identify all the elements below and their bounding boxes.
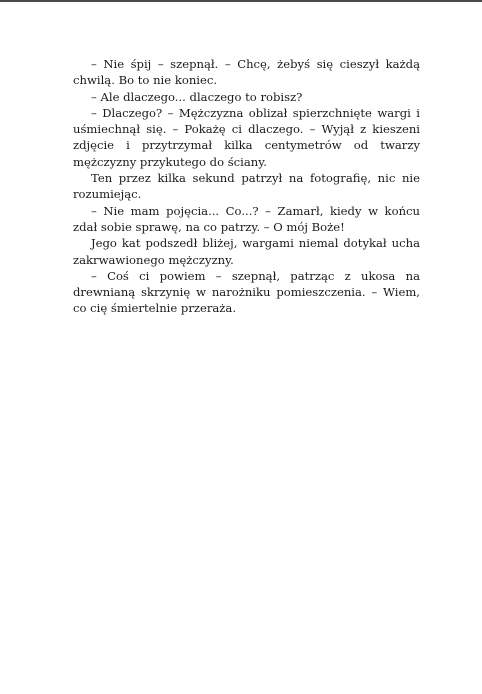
paragraph: Jego kat podszedł bliżej, wargami niemal dotykał ucha zakrwawionego mężczyzny. bbox=[73, 236, 420, 267]
page-body bbox=[73, 56, 420, 317]
paragraph: – Nie śpij – szepnął. – Chcę, żebyś się cieszył każdą chwilą. Bo to nie koniec. bbox=[73, 57, 420, 88]
paragraph: Ten przez kilka sekund patrzył na fotografię, nic nie rozumiejąc. bbox=[73, 171, 420, 202]
top-border-line bbox=[0, 0, 482, 2]
paragraph: – Nie mam pojęcia... Co...? – Zamarł, kiedy w końcu zdał sobie sprawę, na co patrzy. – O mój Boże! bbox=[73, 203, 420, 234]
paragraph: – Dlaczego? – Mężczyzna oblizał spierzchnięte wargi i uśmiechnął się. – Pokażę ci dlaczego. – Wyjął z kieszeni zdjęcie i przytrzymał kilka centymetrów od twarzy mężczyzny przykutego do ściany. bbox=[73, 105, 420, 169]
paragraph: – Ale dlaczego... dlaczego to robisz? bbox=[91, 89, 303, 104]
paragraph: – Coś ci powiem – szepnął, patrząc z ukosa na drewnianą skrzynię w narożniku pomieszczenia. – Wiem, co cię śmiertelnie przeraża. bbox=[73, 268, 420, 316]
